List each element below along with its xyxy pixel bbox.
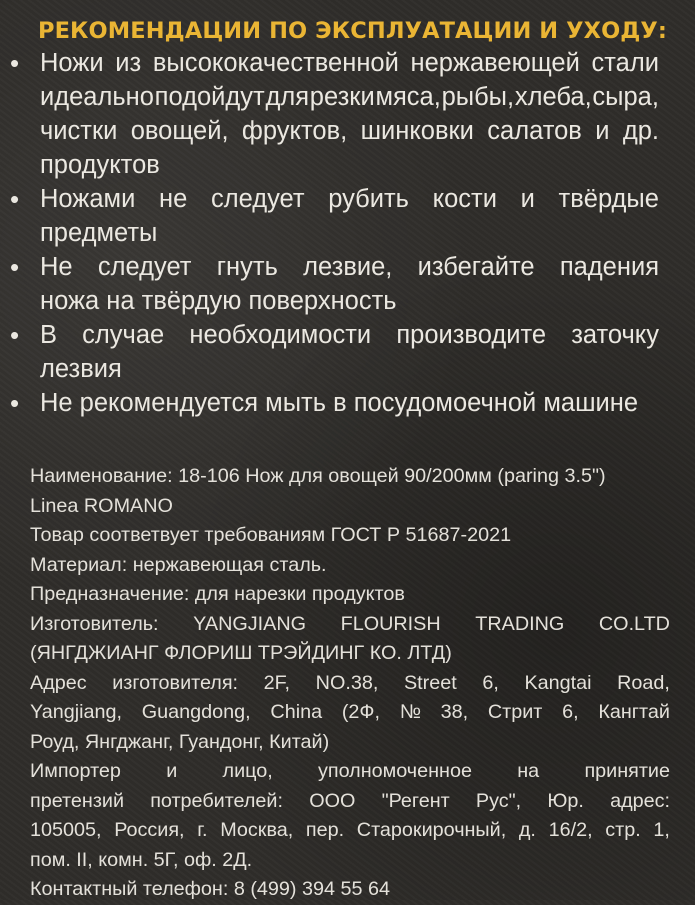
info-line: Linea ROMANO: [30, 494, 173, 517]
info-line: пом. II, комн. 5Г, оф. 2Д.: [30, 848, 253, 871]
info-line: Yangjiang, Guangdong, China (2Ф, № 38, Стрит 6, Кангтай: [30, 701, 670, 723]
bullet-icon: •: [10, 252, 20, 282]
recommendation-line: Не рекомендуется мыть в посудомоечной машине: [40, 389, 639, 417]
info-line: Изготовитель: YANGJIANG FLOURISH TRADING CO.LTD: [30, 612, 670, 635]
recommendation-line: продуктов: [40, 151, 160, 179]
bullet-icon: •: [10, 388, 20, 418]
recommendation-item: [0, 182, 695, 250]
recommendation-item: [0, 386, 695, 420]
recommendation-line: ножа на твёрдую поверхность: [40, 287, 397, 315]
recommendation-line: Ножи из высококачественной нержавеющей стали: [40, 49, 659, 77]
info-line: Импортер и лицо, уполномоченное на принятие: [30, 760, 670, 782]
recommendation-line: Не следует гнуть лезвие, избегайте падения: [40, 253, 659, 281]
bullet-icon: •: [10, 320, 20, 350]
info-line: Материал: нержавеющая сталь.: [30, 553, 327, 576]
info-line: Товар соответвует требованиям ГОСТ Р 51687-2021: [30, 524, 512, 546]
info-line: 105005, Россия, г. Москва, пер. Старокирочный, д. 16/2, стр. 1,: [30, 819, 670, 841]
recommendation-line: предметы: [40, 219, 158, 247]
info-line: Адрес изготовителя: 2F, NO.38, Street 6, Kangtai Road,: [30, 671, 670, 694]
recommendation-item: [0, 250, 695, 318]
info-line: Наименование: 18-106 Нож для овощей 90/200мм (paring 3.5"): [30, 465, 606, 487]
info-line: Предназначение: для нарезки продуктов: [30, 583, 405, 605]
product-info: [30, 462, 670, 905]
recommendation-line: лезвия: [40, 355, 122, 383]
recommendation-item: [0, 318, 695, 386]
recommendation-line: чистки овощей, фруктов, шинковки салатов и др.: [40, 117, 659, 145]
bullet-icon: •: [10, 48, 20, 78]
recommendation-line: В случае необходимости производите заточку: [40, 321, 659, 349]
care-title: РЕКОМЕНДАЦИИ ПО ЭКСПЛУАТАЦИИ И УХОДУ:: [38, 18, 667, 44]
recommendation-line: идеально подойдут для резки мяса, рыбы, хлеба, сыра,: [40, 83, 659, 111]
recommendations-list: [0, 46, 695, 420]
bullet-icon: •: [10, 184, 20, 214]
info-line: (ЯНГДЖИАНГ ФЛОРИШ ТРЭЙДИНГ КО. ЛТД): [30, 642, 452, 664]
info-line: Роуд, Янгджанг, Гуандонг, Китай): [30, 730, 330, 753]
info-line: претензий потребителей: ООО "Регент Рус", Юр. адрес:: [30, 789, 670, 812]
recommendation-item: [0, 46, 695, 182]
info-line: Контактный телефон: 8 (499) 394 55 64: [30, 878, 391, 900]
recommendation-line: Ножами не следует рубить кости и твёрдые: [40, 185, 659, 213]
